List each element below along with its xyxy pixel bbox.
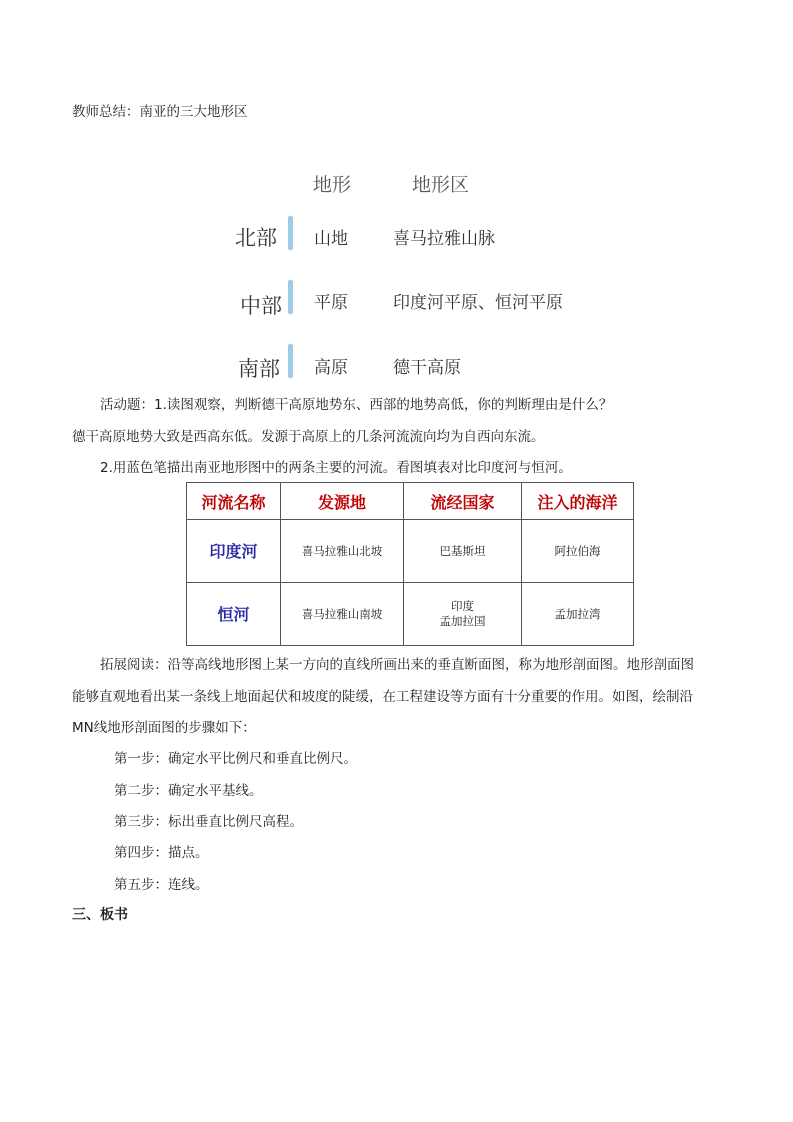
river-ocean: 孟加拉湾 <box>522 583 634 646</box>
table-header-row <box>187 483 634 520</box>
river-name: 印度河 <box>187 520 281 583</box>
diagram-bar <box>288 344 293 378</box>
country: 印度 <box>451 599 474 613</box>
diagram-region-north: 喜马拉雅山脉 <box>393 229 495 249</box>
river-name: 恒河 <box>187 583 281 646</box>
reading-line-2: 能够直观地看出某一条线上地面起伏和坡度的陡缓，在工程建设等方面有十分重要的作用。如图，绘制沿 <box>72 689 693 705</box>
diagram-terrain-north: 山地 <box>314 229 348 249</box>
activity-question-1: 活动题：1.读图观察，判断德干高原地势东、西部的地势高低，你的判断理由是什么？ <box>100 397 613 413</box>
river-comparison-table <box>186 482 634 646</box>
table-header: 河流名称 <box>187 483 281 520</box>
activity-answer-1: 德干高原地势大致是西高东低。发源于高原上的几条河流流向均为自西向东流。 <box>72 429 545 445</box>
step-item: 第三步：标出垂直比例尺高程。 <box>114 814 303 830</box>
diagram-bar <box>288 280 293 314</box>
diagram-header-terrain: 地形 <box>313 174 352 196</box>
diagram-region-south: 德干高原 <box>393 358 461 378</box>
diagram-terrain-central: 平原 <box>314 293 348 313</box>
diagram-bar <box>288 216 293 250</box>
section-heading-blackboard: 三、板书 <box>72 907 128 923</box>
diagram-part-central: 中部 <box>240 294 282 318</box>
summary-title: 教师总结：南亚的三大地形区 <box>72 104 248 120</box>
diagram-terrain-south: 高原 <box>314 358 348 378</box>
step-item: 第一步：确定水平比例尺和垂直比例尺。 <box>114 751 357 767</box>
diagram-region-central: 印度河平原、恒河平原 <box>393 293 563 313</box>
river-countries <box>404 520 522 583</box>
step-item: 第四步：描点。 <box>114 845 209 861</box>
step-item: 第二步：确定水平基线。 <box>114 783 263 799</box>
table-header: 注入的海洋 <box>522 483 634 520</box>
river-source: 喜马拉雅山南坡 <box>281 583 404 646</box>
country: 巴基斯坦 <box>439 543 486 558</box>
activity-question-2: 2.用蓝色笔描出南亚地形图中的两条主要的河流。看图填表对比印度河与恒河。 <box>100 460 572 476</box>
table-header: 发源地 <box>281 483 404 520</box>
diagram-part-south: 南部 <box>238 357 280 381</box>
reading-line-1: 拓展阅读：沿等高线地形图上某一方向的直线所画出来的垂直断面图，称为地形剖面图。地形剖面图 <box>100 657 694 673</box>
river-source: 喜马拉雅山北坡 <box>281 520 404 583</box>
table-header: 流经国家 <box>404 483 522 520</box>
country: 孟加拉国 <box>439 614 486 628</box>
table-row <box>187 520 634 583</box>
river-ocean: 阿拉伯海 <box>522 520 634 583</box>
table-row <box>187 583 634 646</box>
river-countries <box>404 583 522 646</box>
diagram-header-region: 地形区 <box>412 174 470 196</box>
step-item: 第五步：连线。 <box>114 877 209 893</box>
diagram-part-north: 北部 <box>235 226 277 250</box>
reading-line-3: MN线地形剖面图的步骤如下： <box>72 720 256 736</box>
